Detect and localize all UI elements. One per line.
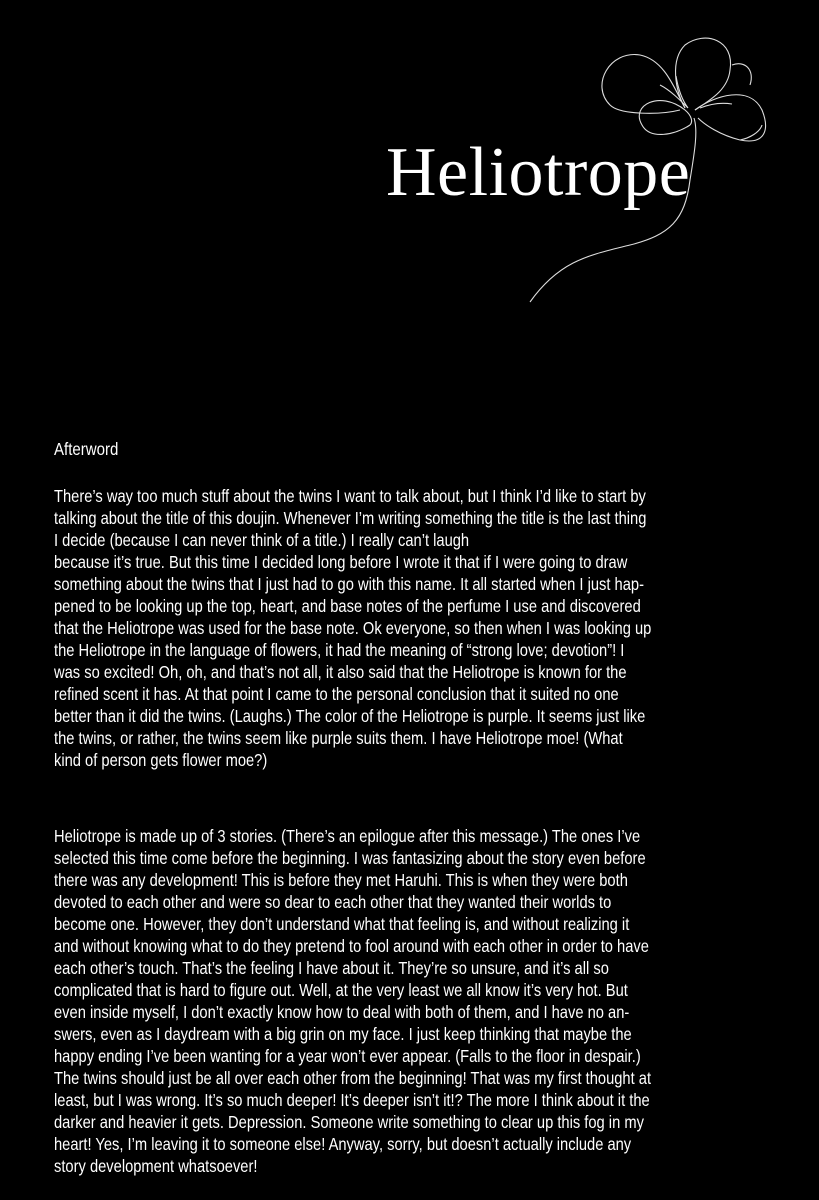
text-line: something about the twins that I just had to go with this name. It all started when I just hap- bbox=[54, 574, 644, 594]
text-line: become one. However, they don’t understand what that feeling is, and without realizing it bbox=[54, 914, 630, 934]
paragraph-stories bbox=[54, 825, 765, 1177]
text-line: complicated that is hard to figure out. Well, at the very least we all know it’s very hot. But bbox=[54, 980, 628, 1000]
afterword-heading: Afterword bbox=[54, 439, 119, 459]
text-line: and without knowing what to do they pretend to fool around with each other in order to have bbox=[54, 936, 649, 956]
text-line: the Heliotrope in the language of flowers, it had the meaning of “strong love; devotion”! I bbox=[54, 640, 625, 660]
text-line: devoted to each other and were so dear to each other that they wanted their worlds to bbox=[54, 892, 612, 912]
text-line: talking about the title of this doujin. Whenever I’m writing something the title is the last thing bbox=[54, 508, 647, 528]
text-line: There’s way too much stuff about the twins I want to talk about, but I think I’d like to start by bbox=[54, 486, 646, 506]
text-line: story development whatsoever! bbox=[54, 1156, 258, 1176]
text-line: refined scent it has. At that point I came to the personal conclusion that it suited no one bbox=[54, 684, 619, 704]
paragraph-title-origin bbox=[54, 485, 765, 771]
text-line: least, but I was wrong. It’s so much deeper! It’s deeper isn’t it!? The more I think about it the bbox=[54, 1090, 650, 1110]
text-line: The twins should just be all over each other from the beginning! That was my first thought at bbox=[54, 1068, 652, 1088]
page-title: Heliotrope bbox=[386, 134, 691, 211]
text-line: was so excited! Oh, oh, and that’s not all, it also said that the Heliotrope is known for the bbox=[54, 662, 627, 682]
text-line: happy ending I’ve been wanting for a year won’t ever appear. (Falls to the floor in despair.) bbox=[54, 1046, 641, 1066]
text-line: even inside myself, I don’t exactly know how to deal with both of them, and I have no an- bbox=[54, 1002, 630, 1022]
text-line: better than it did the twins. (Laughs.) The color of the Heliotrope is purple. It seems just like bbox=[54, 706, 646, 726]
text-line: there was any development! This is before they met Haruhi. This is when they were both bbox=[54, 870, 628, 890]
text-line: the twins, or rather, the twins seem like purple suits them. I have Heliotrope moe! (What bbox=[54, 728, 623, 748]
text-line: selected this time come before the beginning. I was fantasizing about the story even before bbox=[54, 848, 646, 868]
text-line: heart! Yes, I’m leaving it to someone else! Anyway, sorry, but doesn’t actually include any bbox=[54, 1134, 632, 1154]
text-line: pened to be looking up the top, heart, and base notes of the perfume I use and discovered bbox=[54, 596, 641, 616]
text-line: Heliotrope is made up of 3 stories. (There’s an epilogue after this message.) The ones I’ve bbox=[54, 826, 641, 846]
text-line: that the Heliotrope was used for the base note. Ok everyone, so then when I was looking up bbox=[54, 618, 652, 638]
text-line: I decide (because I can never think of a title.) I really can’t laugh bbox=[54, 530, 470, 550]
text-line: kind of person gets flower moe?) bbox=[54, 750, 268, 770]
text-line: swers, even as I daydream with a big grin on my face. I just keep thinking that maybe the bbox=[54, 1024, 632, 1044]
text-line: darker and heavier it gets. Depression. Someone write something to clear up this fog in my bbox=[54, 1112, 644, 1132]
text-line: because it’s true. But this time I decided long before I wrote it that if I were going to draw bbox=[54, 552, 628, 572]
text-line: each other’s touch. That’s the feeling I have about it. They’re so unsure, and it’s all so bbox=[54, 958, 609, 978]
